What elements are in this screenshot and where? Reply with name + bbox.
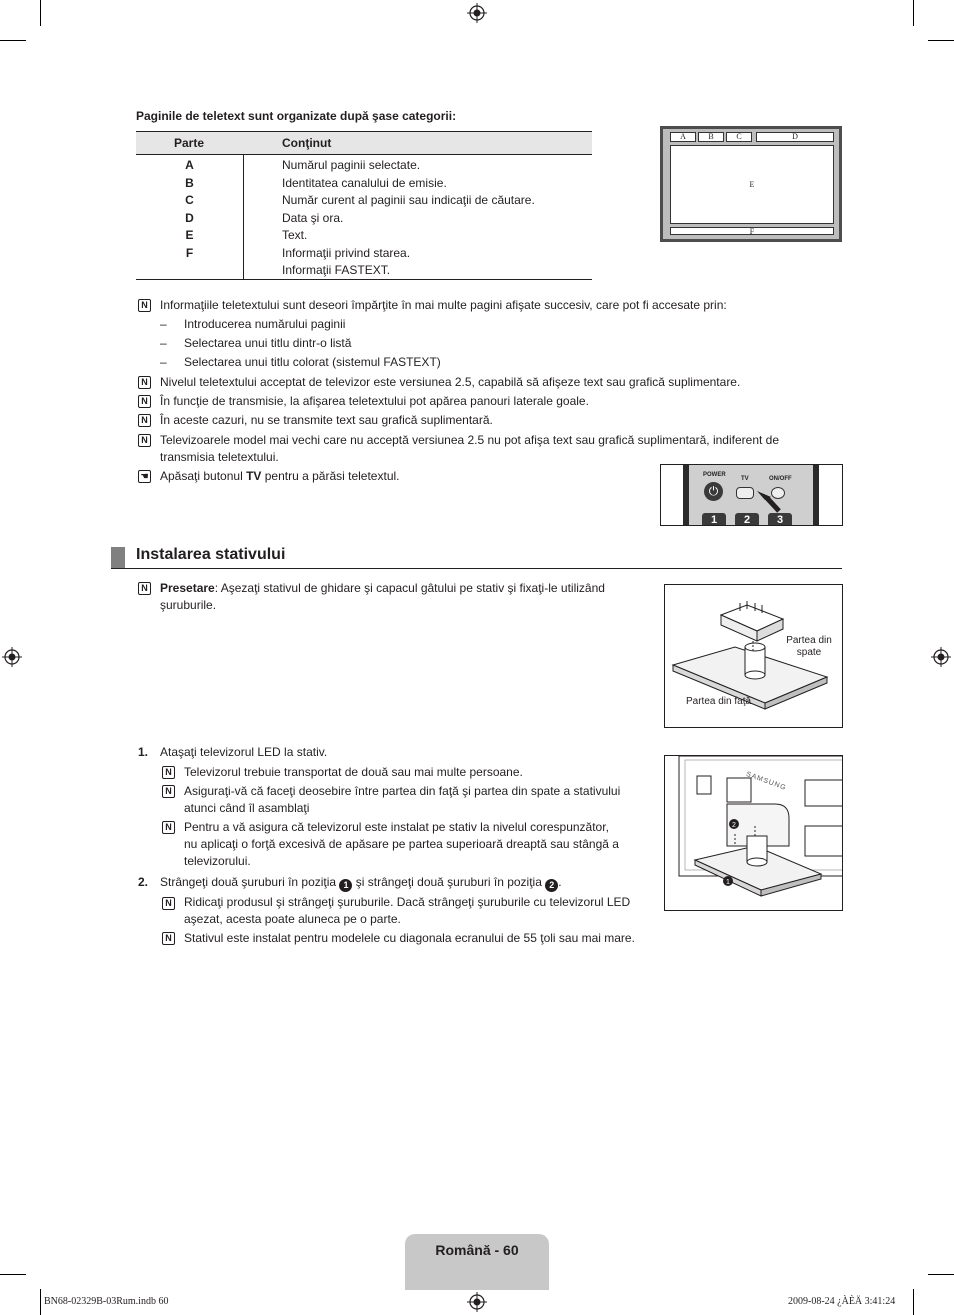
dash-bullet: – xyxy=(160,355,167,369)
back-label: Partea din spate xyxy=(786,635,832,658)
tv-button[interactable] xyxy=(736,487,754,499)
key-1[interactable]: 1 xyxy=(702,513,726,526)
preset-note: Presetare: Aşezaţi stativul de ghidare şi capacul gâtului pe stativ şi fixaţi-le utilizând xyxy=(160,581,605,595)
note-text: transmisia teletextului. xyxy=(160,450,279,464)
dash-bullet: – xyxy=(160,317,167,331)
table-cell-content: Data şi ora. xyxy=(282,210,344,225)
note-icon: N xyxy=(162,821,175,834)
note-text: Stativul este instalat pentru modelele cu diagonala ecranului de 55 ţoli sau mai mare. xyxy=(184,931,635,945)
note-text: Televizorul trebuie transportat de două sau mai multe persoane. xyxy=(184,765,523,779)
table-cell-part: C xyxy=(185,193,194,207)
page-label: Română - 60 xyxy=(435,1242,519,1258)
note-text: Ridicaţi produsul şi strângeţi şuruburile. Dacă strângeţi şuruburile cu televizorul LED xyxy=(184,895,631,909)
svg-text:2: 2 xyxy=(732,822,736,829)
pointer-arrow-icon xyxy=(755,487,785,513)
table-row xyxy=(136,176,592,193)
note-text: În aceste cazuri, nu se transmite text sau grafică suplimentară. xyxy=(160,413,493,427)
screen-label-a: A xyxy=(670,132,696,142)
note-icon: N xyxy=(138,395,151,408)
file-info: BN68-02329B-03Rum.indb 60 xyxy=(44,1296,169,1307)
tv-label: TV xyxy=(741,476,749,482)
hand-icon: ☚ xyxy=(138,470,151,483)
key-3[interactable]: 3 xyxy=(768,513,792,526)
key-2[interactable]: 2 xyxy=(735,513,759,526)
power-label: POWER xyxy=(703,472,726,478)
note-text: Televizoarele model mai vechi care nu acceptă versiunea 2.5 nu pot afişa text sau grafică suplimentară, indiferent de xyxy=(160,433,780,447)
note-text: Informaţiile teletextului sunt deseori împărţite în mai multe pagini afişate succesiv, care pot fi accesate prin: xyxy=(160,298,727,312)
note-icon: N xyxy=(162,766,175,779)
print-timestamp: 2009-08-24 ¿ÀÈÄ 3:41:24 xyxy=(788,1296,896,1307)
note-text: Asiguraţi-vă că faceţi deosebire între partea din faţă şi partea din spate a stativului xyxy=(184,784,621,798)
table-cell-content: Număr curent al paginii sau indicaţii de căutare. xyxy=(282,193,535,207)
screen-label-e: E xyxy=(670,145,834,224)
note-text: Nivelul teletextului acceptat de televizor este versiunea 2.5, capabilă să afişeze text sau grafică suplimentare. xyxy=(160,375,741,389)
registration-mark-icon xyxy=(467,3,487,23)
registration-mark-icon xyxy=(2,647,22,667)
table-cell-part: D xyxy=(185,210,194,225)
screen-label-d: D xyxy=(756,132,834,142)
note-icon: N xyxy=(138,299,151,312)
table-cell-part: A xyxy=(185,158,194,172)
list-item: Selectarea unui titlu colorat (sistemul FASTEXT) xyxy=(184,355,441,369)
step-text: Strângeţi două şuruburi în poziţia 1 şi strângeţi două şuruburi în poziţia 2 . xyxy=(160,875,562,890)
table-cell-part: E xyxy=(185,228,194,242)
table-row xyxy=(136,211,592,228)
svg-text:1: 1 xyxy=(726,879,730,886)
screen-label-c: C xyxy=(726,132,752,142)
list-item: Introducerea numărului paginii xyxy=(184,317,346,331)
note-text-tv-exit: Apăsaţi butonul TV pentru a părăsi teletextul. xyxy=(160,469,400,483)
stand-figure xyxy=(664,584,843,728)
table-cell-content: Informaţii FASTEXT. xyxy=(282,263,391,277)
step-text: Ataşaţi televizorul LED la stativ. xyxy=(160,745,328,759)
table-header xyxy=(136,131,592,155)
tv-brand-logo: SAMSUNG xyxy=(745,770,788,793)
note-icon: N xyxy=(162,785,175,798)
teletext-screen-diagram xyxy=(660,126,842,242)
note-icon: N xyxy=(138,376,151,389)
table-row xyxy=(136,158,592,175)
table-header-content: Conţinut xyxy=(282,136,332,150)
onoff-label: ON/OFF xyxy=(769,476,792,482)
note-text: nu aplicaţi o forţă excesivă de apăsare pe partea superioară dreaptă sau stângă a xyxy=(184,837,619,851)
preset-note-cont: şuruburile. xyxy=(160,598,217,612)
power-button[interactable]: ⏻ xyxy=(704,482,723,501)
step-number: 1. xyxy=(138,745,149,759)
front-label: Partea din faţă xyxy=(686,696,752,707)
table-cell-content: Numărul paginii selectate. xyxy=(282,158,421,172)
note-icon: N xyxy=(138,582,151,595)
note-icon: N xyxy=(162,932,175,945)
teletext-heading: Paginile de teletext sunt organizate după şase categorii: xyxy=(136,109,457,123)
section-marker xyxy=(111,547,125,568)
note-text: televizorului. xyxy=(184,854,251,868)
table-header-part: Parte xyxy=(174,136,205,150)
teletext-table xyxy=(136,131,592,280)
dash-bullet: – xyxy=(160,336,167,350)
note-text: atunci când îl asamblaţi xyxy=(184,801,310,815)
registration-mark-icon xyxy=(467,1292,487,1312)
note-icon: N xyxy=(138,414,151,427)
table-row xyxy=(136,228,592,245)
table-cell-part: F xyxy=(185,245,194,260)
note-text: Pentru a vă asigura că televizorul este instalat pe stativ la nivelul corespunzător, xyxy=(184,820,609,834)
note-icon: N xyxy=(138,434,151,447)
tv-stand-figure xyxy=(664,755,843,911)
table-cell-content: Informaţii privind starea. xyxy=(282,245,411,260)
remote-illustration xyxy=(660,464,843,526)
position-badge-1: 1 xyxy=(339,879,352,892)
table-row xyxy=(136,246,592,263)
table-row xyxy=(136,193,592,210)
note-text: În funcţie de transmisie, la afişarea teletextului pot apărea panouri laterale goale. xyxy=(160,394,589,408)
section-title: Instalarea stativului xyxy=(136,546,286,563)
table-cell-part: B xyxy=(185,175,194,190)
note-icon: N xyxy=(162,897,175,910)
position-badge-2: 2 xyxy=(545,879,558,892)
step-number: 2. xyxy=(138,875,149,889)
screen-label-f: F xyxy=(670,227,834,235)
table-row xyxy=(136,263,592,280)
table-cell-content: Identitatea canalului de emisie. xyxy=(282,175,447,190)
screen-label-b: B xyxy=(698,132,724,142)
list-item: Selectarea unui titlu dintr-o listă xyxy=(184,336,352,350)
note-text: aşezat, acesta poate aluneca pe o parte. xyxy=(184,912,401,926)
table-cell-content: Text. xyxy=(282,228,308,242)
section-rule xyxy=(111,568,842,569)
registration-mark-icon xyxy=(931,647,951,667)
